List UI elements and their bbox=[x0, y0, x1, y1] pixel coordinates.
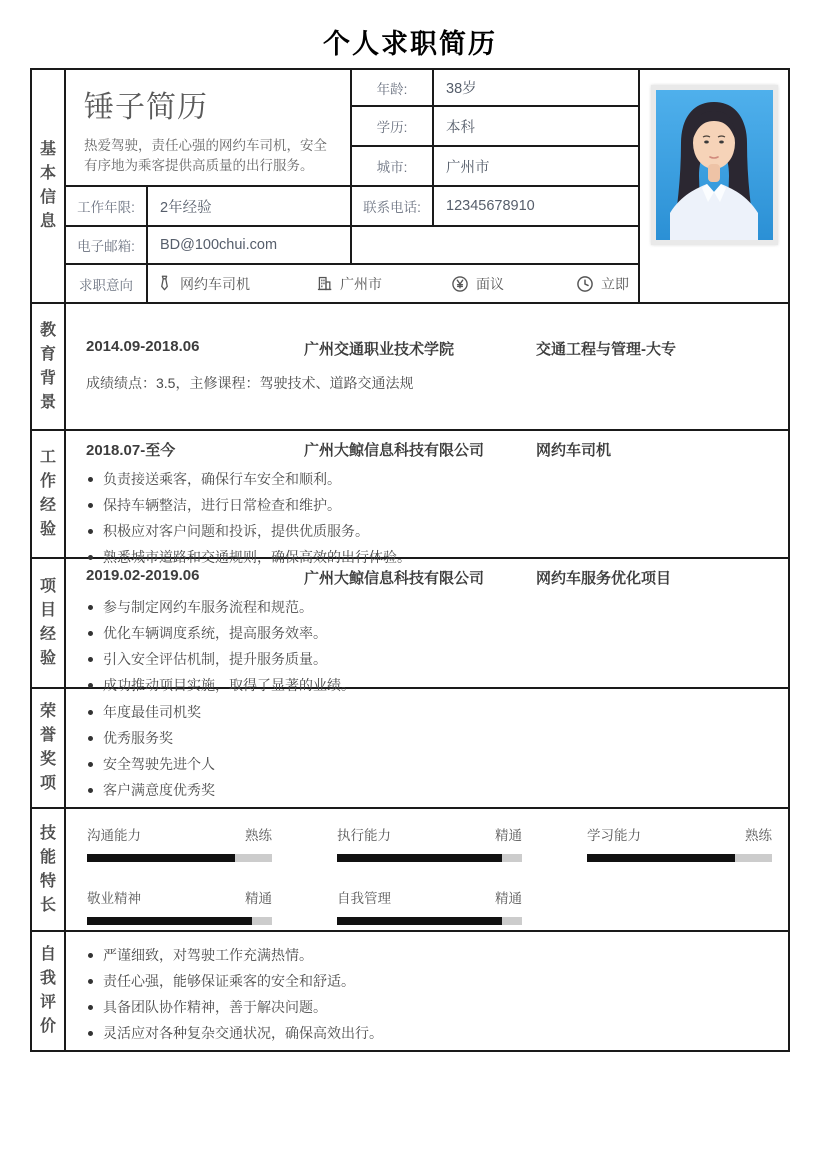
project-company: 广州大鲸信息科技有限公司 bbox=[304, 570, 485, 587]
skill-item bbox=[337, 887, 522, 925]
section-self-evaluation bbox=[32, 930, 788, 1050]
skill-name: 执行能力 bbox=[337, 828, 391, 843]
education-header bbox=[66, 338, 788, 359]
skill-bar-fill bbox=[587, 854, 735, 862]
honors-list bbox=[88, 699, 788, 803]
section-education bbox=[32, 302, 788, 429]
skill-name: 自我管理 bbox=[337, 891, 391, 906]
age-label: 年龄: bbox=[352, 70, 434, 107]
clock-icon bbox=[576, 275, 594, 293]
project-header bbox=[66, 567, 788, 588]
evaluation-list bbox=[88, 942, 788, 1046]
intention-salary: 面议 bbox=[451, 274, 504, 294]
candidate-photo bbox=[651, 85, 778, 245]
intention-availability: 立即 bbox=[576, 274, 629, 294]
work-years-value: 2年经验 bbox=[148, 187, 352, 227]
candidate-summary: 热爱驾驶，责任心强的网约车司机，安全有序地为乘客提供高质量的出行服务。 bbox=[84, 138, 327, 173]
bullet-item: 优化车辆调度系统，提高服务效率。 bbox=[88, 620, 788, 646]
skill-level-badge: 精通 bbox=[495, 891, 522, 906]
bullet-item: 参与制定网约车服务流程和规范。 bbox=[88, 594, 788, 620]
bullet-item: 客户满意度优秀奖 bbox=[88, 777, 788, 803]
skill-level-badge: 精通 bbox=[495, 828, 522, 843]
skill-level-badge: 熟练 bbox=[245, 828, 272, 843]
bullet-item: 年度最佳司机奖 bbox=[88, 699, 788, 725]
section-label-text: 工 作 经 验 bbox=[39, 449, 56, 538]
skill-level-badge: 熟练 bbox=[745, 828, 772, 843]
education-major: 交通工程与管理-大专 bbox=[536, 341, 676, 358]
tie-icon bbox=[156, 275, 173, 292]
section-label-project bbox=[32, 559, 66, 687]
skill-bar-track bbox=[87, 854, 272, 862]
project-title: 网约车服务优化项目 bbox=[536, 570, 672, 587]
skill-bar-fill bbox=[87, 854, 235, 862]
job-intention-label: 求职意向 bbox=[66, 265, 148, 302]
job-intention-row bbox=[148, 265, 638, 302]
candidate-name: 锤子简历 bbox=[84, 91, 208, 124]
building-icon bbox=[316, 275, 333, 292]
section-label-text: 自 我 评 价 bbox=[39, 946, 56, 1035]
section-label-skills bbox=[32, 809, 66, 930]
bullet-item: 严谨细致，对驾驶工作充满热情。 bbox=[88, 942, 788, 968]
section-label-basic-info bbox=[32, 70, 66, 302]
education-period: 2014.09-2018.06 bbox=[86, 338, 200, 355]
name-block bbox=[66, 70, 352, 187]
skill-name: 敬业精神 bbox=[87, 891, 141, 906]
education-detail: 成绩绩点：3.5，主修课程：驾驶技术、道路交通法规 bbox=[86, 375, 414, 391]
section-honors bbox=[32, 687, 788, 807]
photo-cell bbox=[638, 70, 788, 302]
age-value: 38岁 bbox=[434, 70, 638, 107]
bullet-item: 积极应对客户问题和投诉，提供优质服务。 bbox=[88, 518, 788, 544]
section-skills bbox=[32, 807, 788, 930]
project-period: 2019.02-2019.06 bbox=[86, 567, 200, 584]
work-header bbox=[66, 439, 788, 460]
bullet-item: 负责接送乘客，确保行车安全和顺利。 bbox=[88, 466, 788, 492]
section-label-text: 教 育 背 景 bbox=[39, 321, 56, 411]
bullet-item: 责任心强，能够保证乘客的安全和舒适。 bbox=[88, 968, 788, 994]
bullet-item: 优秀服务奖 bbox=[88, 725, 788, 751]
skill-bar-fill bbox=[87, 917, 252, 925]
email-label: 电子邮箱: bbox=[66, 227, 148, 265]
skill-level-badge: 精通 bbox=[245, 891, 272, 906]
bullet-item: 引入安全评估机制，提升服务质量。 bbox=[88, 646, 788, 672]
salary-yen-icon bbox=[451, 275, 469, 293]
basic-info-grid bbox=[66, 70, 638, 302]
phone-label: 联系电话: bbox=[352, 187, 434, 227]
skill-bar-fill bbox=[337, 917, 502, 925]
section-label-text: 项 目 经 验 bbox=[39, 578, 56, 667]
section-work-experience bbox=[32, 429, 788, 565]
skill-bar-fill bbox=[337, 854, 502, 862]
email-value: BD@100chui.com bbox=[148, 227, 352, 265]
education-school: 广州交通职业技术学院 bbox=[304, 341, 455, 358]
section-label-education bbox=[32, 304, 66, 429]
city-label: 城市: bbox=[352, 147, 434, 187]
empty-cell bbox=[352, 227, 638, 265]
section-project-experience bbox=[32, 557, 788, 693]
project-bullet-list bbox=[88, 594, 788, 698]
skill-bar-track bbox=[587, 854, 772, 862]
section-basic-info bbox=[32, 70, 788, 302]
work-company: 广州大鲸信息科技有限公司 bbox=[304, 442, 485, 459]
phone-value: 12345678910 bbox=[434, 187, 638, 227]
section-label-work bbox=[32, 431, 66, 557]
degree-label: 学历: bbox=[352, 107, 434, 147]
degree-value: 本科 bbox=[434, 107, 638, 147]
work-period: 2018.07-至今 bbox=[86, 442, 176, 459]
skill-bar-track bbox=[337, 917, 522, 925]
section-label-evaluation bbox=[32, 932, 66, 1050]
bullet-item: 保持车辆整洁，进行日常检查和维护。 bbox=[88, 492, 788, 518]
skills-grid bbox=[87, 824, 788, 925]
skill-name: 沟通能力 bbox=[87, 828, 141, 843]
intention-position: 网约车司机 bbox=[156, 274, 250, 294]
skill-bar-track bbox=[337, 854, 522, 862]
bullet-item: 安全驾驶先进个人 bbox=[88, 751, 788, 777]
bullet-item: 熟悉城市道路和交通规则，确保高效的出行体验。 bbox=[88, 544, 788, 570]
skill-name: 学习能力 bbox=[587, 828, 641, 843]
bullet-item: 成功推动项目实施，取得了显著的业绩。 bbox=[88, 672, 788, 698]
skill-item bbox=[587, 824, 772, 862]
resume-table bbox=[30, 68, 790, 1052]
section-label-text: 荣 誉 奖 项 bbox=[39, 703, 56, 792]
city-value: 广州市 bbox=[434, 147, 638, 187]
section-label-honors bbox=[32, 689, 66, 807]
section-label-text: 基 本 信 息 bbox=[39, 141, 56, 230]
skill-item bbox=[337, 824, 522, 862]
section-label-text: 技 能 特 长 bbox=[39, 824, 56, 914]
work-title: 网约车司机 bbox=[536, 442, 612, 459]
work-years-label: 工作年限: bbox=[66, 187, 148, 227]
page-title: 个人求职简历 bbox=[323, 29, 497, 59]
work-bullet-list bbox=[88, 466, 788, 570]
skill-item bbox=[87, 824, 272, 862]
skill-item bbox=[87, 887, 272, 925]
bullet-item: 具备团队协作精神，善于解决问题。 bbox=[88, 994, 788, 1020]
skill-bar-track bbox=[87, 917, 272, 925]
intention-city: 广州市 bbox=[316, 274, 382, 294]
bullet-item: 灵活应对各种复杂交通状况，确保高效出行。 bbox=[88, 1020, 788, 1046]
